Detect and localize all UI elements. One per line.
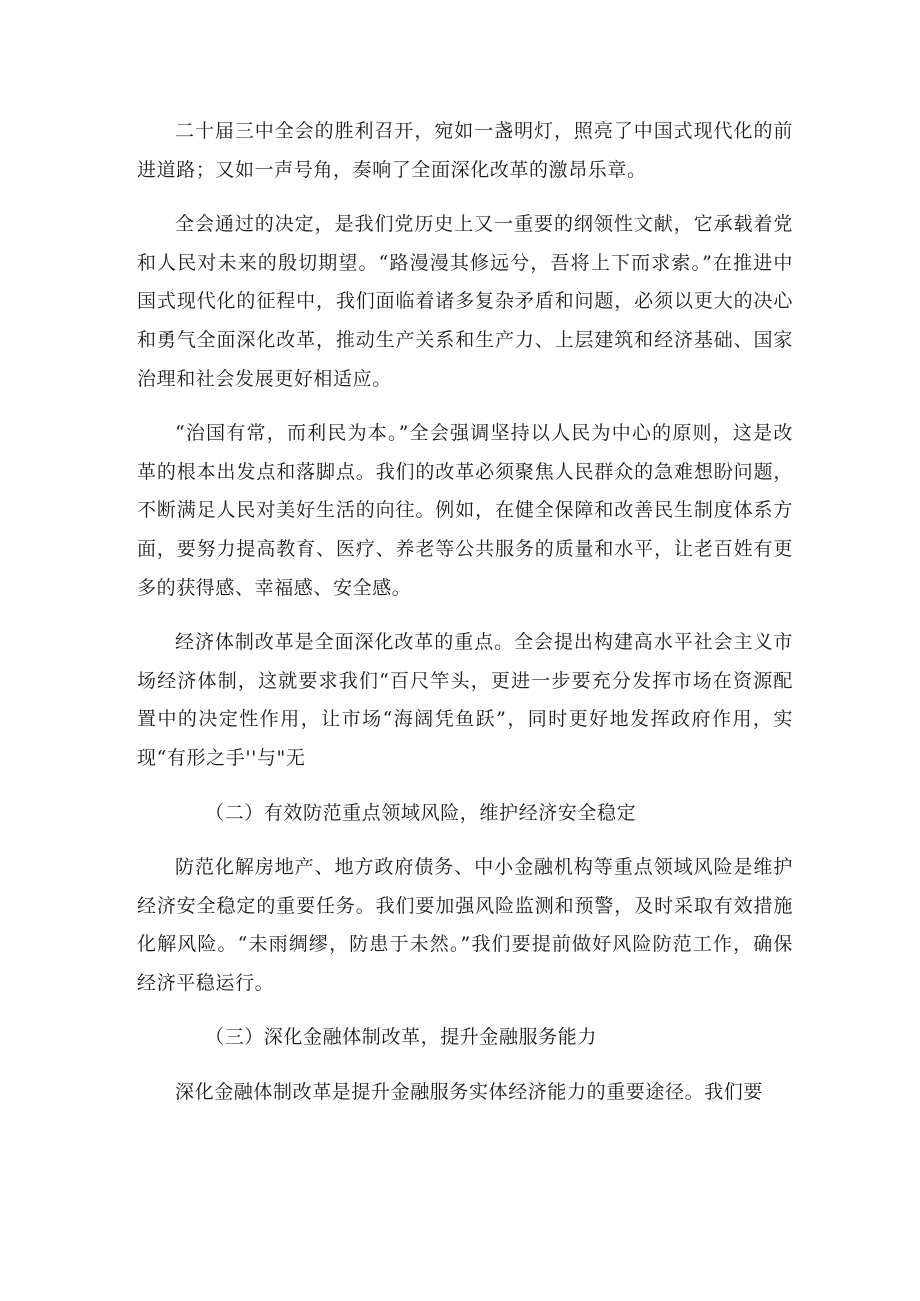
paragraph-risk: 防范化解房地产、地方政府债务、中小金融机构等重点领域风险是维护经济安全稳定的重要任务。我们要加强风险监测和预警，及时采取有效措施化解风险。“未雨绸缪，防患于未然。”我们要提前做好风险防范工作，确保经济平稳运行。: [137, 856, 793, 994]
document-page: [137, 112, 793, 1128]
paragraph-finance: 深化金融体制改革是提升金融服务实体经济能力的重要途径。我们要: [175, 1081, 764, 1104]
section-heading-risk: （二）有效防范重点领域风险，维护经济安全稳定: [205, 801, 637, 824]
paragraph-intro: 二十届三中全会的胜利召开，宛如一盏明灯，照亮了中国式现代化的前进道路；又如一声号角，奏响了全面深化改革的激昂乐章。: [137, 120, 793, 181]
section-heading-finance: （三）深化金融体制改革，提升金融服务能力: [205, 1026, 598, 1049]
paragraph-economic-reform: 经济体制改革是全面深化改革的重点。全会提出构建高水平社会主义市场经济体制，这就要求我们“百尺竿头，更进一步要充分发挥市场在资源配置中的决定性作用，让市场“海阔凭鱼跃”，同时更好地发挥政府作用，实现“有形之手''与"无: [137, 631, 793, 769]
paragraph-decision: 全会通过的决定，是我们党历史上又一重要的纲领性文献，它承载着党和人民对未来的殷切期望。“路漫漫其修远兮，吾将上下而求索。”在推进中国式现代化的征程中，我们面临着诸多复杂矛盾和问题，必须以更大的决心和勇气全面深化改革，推动生产关系和生产力、上层建筑和经济基础、国家治理和社会发展更好相适应。: [137, 213, 793, 390]
paragraph-people-centered: “治国有常，而利民为本。”全会强调坚持以人民为中心的原则，这是改革的根本出发点和落脚点。我们的改革必须聚焦人民群众的急难想盼问题，不断满足人民对美好生活的向往。例如，在健全保障和改善民生制度体系方面，要努力提高教育、医疗、养老等公共服务的质量和水平，让老百姓有更多的获得感、幸福感、安全感。: [137, 422, 793, 599]
